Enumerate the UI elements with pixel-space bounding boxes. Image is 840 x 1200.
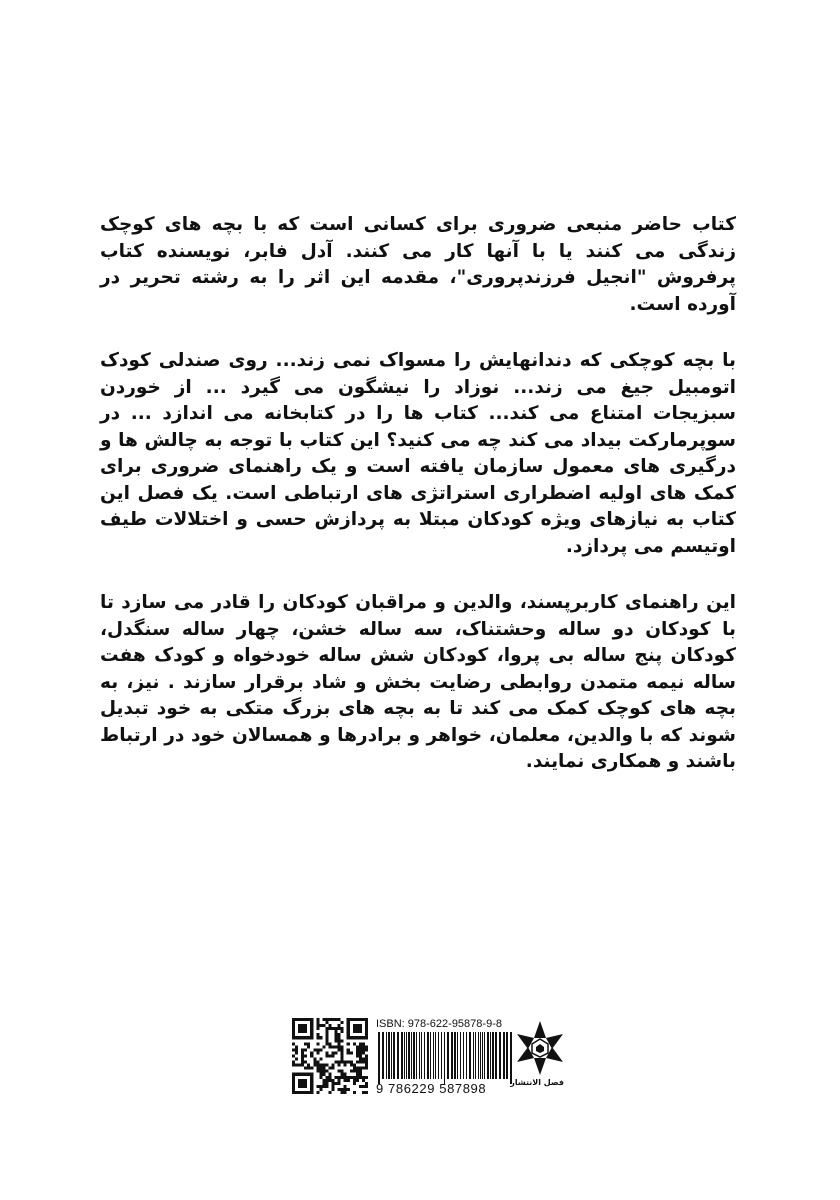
- isbn-block: [376, 1018, 514, 1098]
- publisher-name: فصل الانتشار: [510, 1078, 564, 1087]
- back-cover-blurb: [100, 212, 736, 806]
- blurb-paragraph-1: کتاب حاضر منبعی ضروری برای کسانی است که با بچه های کوچک زندگی می کنند یا با آنها کار می کنند. آدل فابر، نویسنده کتاب پرفروش "انجیل فرزندپروری"، مقدمه این اثر را به رشته تحریر در آورده است.: [100, 214, 736, 315]
- blurb-paragraph-3: این راهنمای کاربرپسند، والدین و مراقبان کودکان را قادر می سازد تا با کودکان دو ساله وحشتناک، سه ساله خشن، چهار ساله سنگدل، کودکان پنج ساله بی پروا، کودکان شش ساله خودخواه و کودک هفت ساله نیمه متمدن روابطی رضایت بخش و شاد برقرار سازند . نیز، به بچه های کوچک کمک می کند تا به بچه های بزرگ متکی به خود تبدیل شوند که با والدین، معلمان، خواهر و برادرها و همسالان خود در ارتباط باشند و همکاری نمایند.: [100, 592, 736, 772]
- publisher-star-logo-icon: [516, 1020, 564, 1076]
- blurb-paragraph-2: با بچه کوچکی که دندانهایش را مسواک نمی زند... روی صندلی کودک اتومبیل جیغ می زند... نوزاد را نیشگون می گیرد ... از خوردن سبزیجات امتناع می کند... کتاب ها را در کتابخانه می اندازد ... در سوپرمارکت بیداد می کند چه می کنید؟ این کتاب با توجه به چالش ها و درگیری های معمول سازمان یافته است و یک راهنمای ضروری برای کمک های اولیه اضطراری استراتژی های ارتباطی است. یک فصل این کتاب به نیازهای ویژه کودکان مبتلا به پردازش حسی و اختلالات طیف اوتیسم می پردازد.: [100, 350, 736, 557]
- barcode-icon: [376, 1032, 514, 1084]
- isbn-label: ISBN: 978-622-95878-9-8: [376, 1018, 502, 1030]
- qr-code-icon: [292, 1018, 368, 1094]
- barcode-digits: 9 786229 587898: [376, 1081, 487, 1096]
- cover-footer: [292, 1018, 564, 1098]
- publisher-logo: [510, 1020, 564, 1098]
